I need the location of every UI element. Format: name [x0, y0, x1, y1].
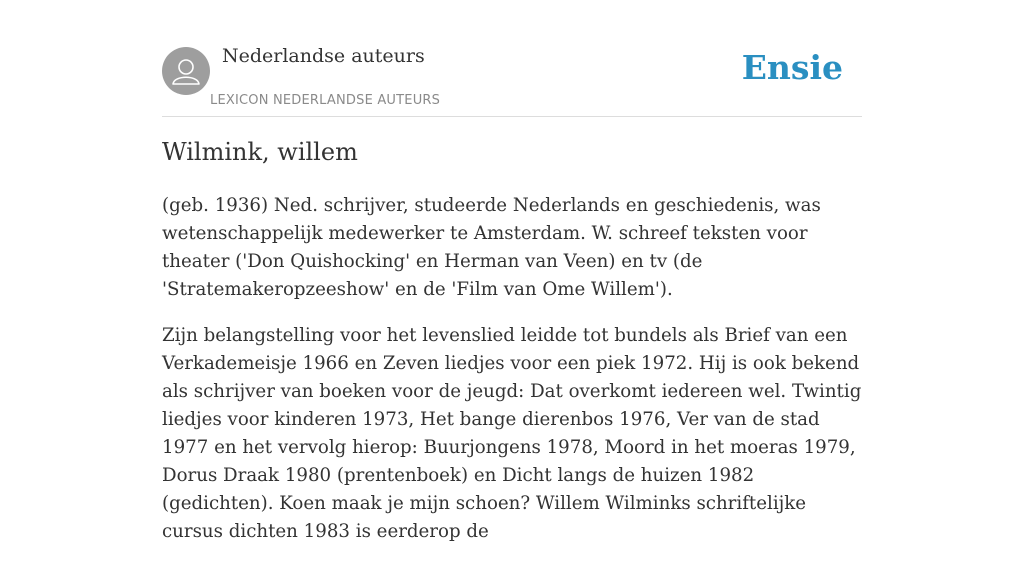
entry-body — [162, 192, 862, 564]
page — [162, 0, 862, 542]
lexicon-label: LEXICON NEDERLANDSE AUTEURS — [210, 93, 441, 108]
entry-title: Wilmink, willem — [162, 138, 358, 166]
ensie-logo[interactable]: Ensie — [741, 48, 843, 87]
site-header — [162, 0, 862, 117]
user-avatar-icon[interactable] — [162, 47, 210, 95]
user-silhouette — [162, 47, 210, 95]
entry-paragraph: Zijn belangstelling voor het levenslied leidde tot bundels als Brief van een Verkademeisje 1966 en Zeven liedjes voor een piek 1972. Hij is ook bekend als schrijver van boeken voor de jeugd: Dat overkomt iedereen wel. Twintig liedjes voor kinderen 1973, Het bange dierenbos 1976, Ver van de stad 1977 en het vervolg hierop: Buurjongens 1978, Moord in het moeras 1979, Dorus Draak 1980 (prentenboek) en Dicht langs de huizen 1982 (gedichten). Koen maak je mijn schoen? Willem Wilminks schriftelijke cursus dichten 1983 is eerderop de — [162, 325, 862, 542]
author-name-link[interactable]: Nederlandse auteurs — [222, 45, 425, 67]
entry-paragraph: (geb. 1936) Ned. schrijver, studeerde Nederlands en geschiedenis, was wetenschappelijk medewerker te Amsterdam. W. schreef teksten voor theater ('Don Quishocking' en Herman van Veen) en tv (de 'Stratemakeropzeeshow' en de 'Film van Ome Willem'). — [162, 195, 821, 300]
